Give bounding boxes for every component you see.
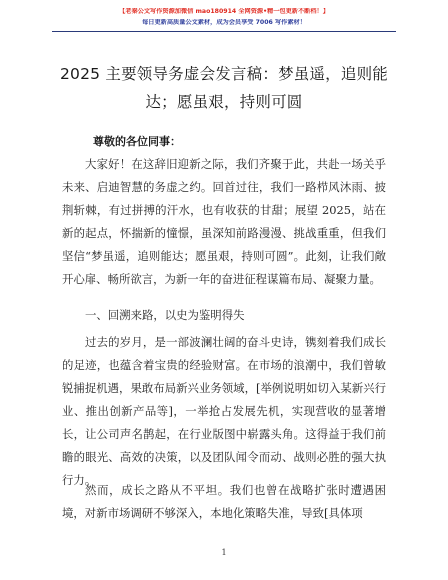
- greeting: 尊敬的各位同事：: [93, 135, 181, 148]
- header-divider: [52, 31, 396, 32]
- promo-banner-line1: 【老秦公文写作资源加微信 mao180914 全网资源•精一包更新不断档！】: [119, 8, 329, 15]
- paragraph-history: 过去的岁月，是一部波澜壮阔的奋斗史诗，镌刻着我们成长的足迹，也蕴含着宝贵的经验财富。在市场的浪潮中，我们曾敏锐捕捉机遇，果敢布局新兴业务领域，[举例说明如切入某新兴行业、推出创新产品等]，一举抢占发展先机，实现营收的显著增长，让公司声名鹊起，在行业版图中崭露头角。这得益于我们前瞻的眼光、高效的决策，以及团队闻令而动、战则必胜的强大执行力。: [62, 335, 386, 487]
- section-heading-1: 一、回溯来路，以史为鉴明得失: [85, 308, 245, 322]
- paragraph-intro: 大家好！在这辞旧迎新之际，我们齐聚于此，共赴一场关乎未来、启迪智慧的务虚之约。回首过往，我们一路栉风沐雨、披荆斩棘，有过拼搏的汗水，也有收获的甘甜；展望 2025，站在新的起点，怀揣新的憧憬，虽深知前路漫漫、挑战重重，但我们坚信“梦虽遥，追则能达；愿虽艰，持则可圆”。此刻，让我们敞开心扉、畅所欲言，为新一年的奋进征程谋篇布局、凝聚力量。: [62, 157, 386, 286]
- promo-banner-line2: 每日更新高质量公文素材，成为会员享受 7006 写作素材！: [142, 19, 306, 26]
- paragraph-challenges: 然而，成长之路从不平坦。我们也曾在战略扩张时遭遇困境，对新市场调研不够深入，本地化策略失准，导致[具体项: [62, 483, 386, 520]
- document-title: 2025 主要领导务虚会发言稿：梦虽遥，追则能达；愿虽艰，持则可圆: [60, 65, 388, 111]
- page-number: 1: [221, 548, 227, 557]
